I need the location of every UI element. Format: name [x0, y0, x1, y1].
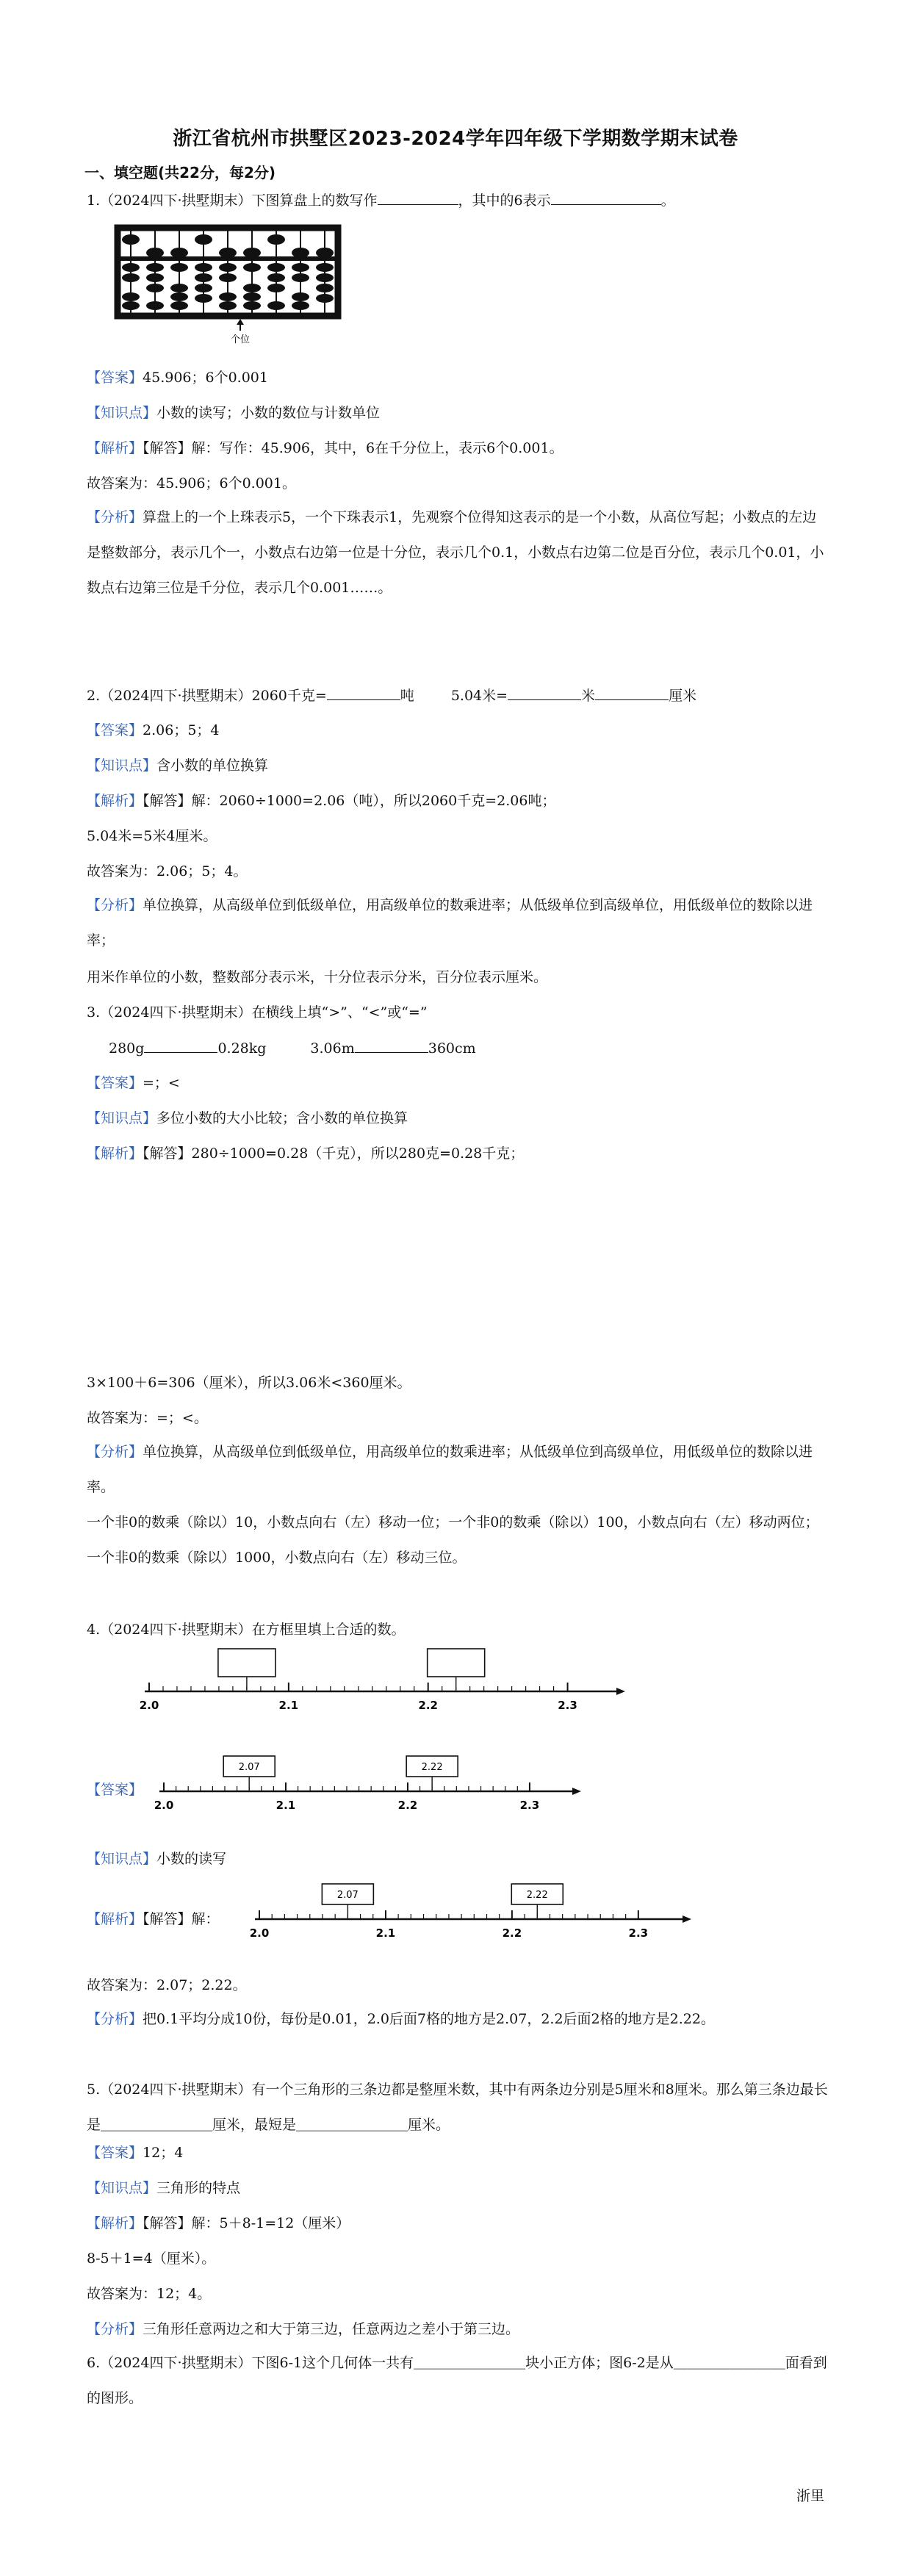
analysis-tag: 【解析】: [87, 440, 143, 456]
axis-arrow: [572, 1788, 581, 1795]
box-value-label: 2.07: [336, 1890, 359, 1901]
q1-stem-part: 1.（2024四下·拱墅期末）下图算盘上的数写作: [87, 193, 378, 209]
knowledge-tag: 【知识点】: [87, 1851, 157, 1867]
answer-tag: 【答案】: [87, 722, 143, 738]
q4-knowledge: 小数的读写: [156, 1851, 227, 1867]
abacus-lower-bead: [170, 263, 188, 272]
abacus-lower-bead: [243, 263, 261, 272]
question-3-stem: 3.（2024四下·拱墅期末）在横线上填“>”、“<”或“=”: [87, 1004, 428, 1021]
q2-stem-part: 厘米: [669, 688, 697, 704]
abacus-beads: [122, 231, 334, 313]
q4-analysis: 【解答】解：: [143, 1911, 220, 1927]
q5-answer: 12；4: [143, 2145, 184, 2161]
abacus-lower-bead: [292, 292, 309, 301]
abacus-upper-bead: [243, 248, 261, 258]
q3-answer: =；<: [143, 1075, 180, 1091]
q1-answer: 45.906；6个0.001: [143, 370, 268, 386]
question-2-stem: [87, 685, 696, 706]
answer-blank: [378, 190, 458, 205]
abacus-lower-bead: [219, 301, 237, 310]
abacus-upper-bead: [146, 248, 164, 258]
q3-comparisons: [109, 1037, 476, 1059]
abacus-lower-bead: [292, 301, 309, 310]
analysis-tag: 【解析】: [87, 1145, 143, 1162]
q5-final: 故答案为：12；4。: [87, 2286, 212, 2302]
tick-label: 2.3: [628, 1926, 649, 1940]
answer-tag: 【答案】: [87, 1075, 143, 1091]
q3-fenxi: 单位换算，从高级单位到低级单位，用高级单位的数乘进率；从低级单位到高级单位，用低级单位的数除以进率。: [87, 1444, 813, 1495]
q4-fenxi: 把0.1平均分成10份，每份是0.01，2.0后面7格的地方是2.07，2.2后面2格的地方是2.22。: [143, 2011, 715, 2027]
section-heading: 一、填空题(共22分，每2分): [84, 164, 276, 181]
axis-arrow: [616, 1688, 625, 1695]
abacus-lower-bead: [243, 284, 261, 292]
abacus-lower-bead: [292, 273, 309, 282]
q3-analysis: 【解答】280÷1000=0.28（千克），所以280克=0.28千克；: [143, 1145, 525, 1162]
q5-analysis-2: 8-5＋1=4（厘米）。: [87, 2251, 216, 2267]
abacus-lower-bead: [219, 263, 237, 272]
abacus-lower-bead: [122, 273, 140, 282]
fenxi-tag: 【分析】: [87, 2011, 143, 2027]
q3-analysis-2: 3×100＋6=306（厘米），所以3.06米<360厘米。: [87, 1375, 411, 1391]
q3-item: 280g: [109, 1040, 145, 1057]
tick-label: 2.0: [154, 1799, 174, 1812]
answer-blank: [144, 1037, 217, 1053]
unit-place-marker: [237, 319, 244, 331]
abacus-lower-bead: [267, 284, 285, 292]
answer-tag: 【答案】: [87, 2145, 143, 2161]
abacus-lower-bead: [170, 292, 188, 301]
q3-item: 3.06m: [310, 1040, 355, 1057]
number-line-question: [136, 1646, 635, 1727]
answer-tag: 【答案】: [87, 370, 143, 386]
value-box: [218, 1649, 276, 1677]
tick-label: 2.2: [397, 1799, 418, 1812]
box-value-label: 2.22: [421, 1762, 443, 1773]
abacus-lower-bead: [243, 292, 261, 301]
tick-label: 2.3: [519, 1799, 540, 1812]
q3-final: 故答案为：=；<。: [87, 1410, 208, 1426]
abacus-upper-bead: [292, 248, 309, 258]
q2-final: 故答案为：2.06；5；4。: [87, 863, 248, 879]
abacus-lower-bead: [195, 284, 212, 292]
q2-knowledge: 含小数的单位换算: [156, 758, 269, 774]
analysis-tag: 【解析】: [87, 2215, 143, 2231]
tick-label: 2.3: [558, 1699, 577, 1712]
q3-knowledge: 多位小数的大小比较；含小数的单位换算: [156, 1110, 408, 1126]
tick-label: 2.0: [249, 1926, 270, 1940]
q2-stem-part: 2.（2024四下·拱墅期末）2060千克=: [87, 688, 327, 704]
abacus-lower-bead: [316, 273, 334, 282]
tick-label: 2.1: [375, 1926, 396, 1940]
abacus-lower-bead: [195, 263, 212, 272]
axis-arrow: [683, 1915, 691, 1923]
answer-blank: [508, 685, 581, 700]
q2-analysis: 【解答】解：2060÷1000=2.06（吨），所以2060千克=2.06吨；: [143, 793, 556, 809]
fenxi-tag: 【分析】: [87, 509, 143, 525]
box-value-label: 2.07: [238, 1762, 260, 1773]
number-line-answer: [151, 1749, 591, 1822]
abacus-lower-bead: [292, 263, 309, 272]
page-title: 浙江省杭州市拱墅区2023-2024学年四年级下学期数学期末试卷: [173, 128, 738, 150]
abacus-upper-bead: [316, 248, 334, 258]
q2-fenxi-2: 用米作单位的小数，整数部分表示米，十分位表示分米，百分位表示厘米。: [87, 969, 548, 985]
question-1-stem: [87, 190, 675, 211]
tick-label: 2.2: [502, 1926, 522, 1940]
q5-knowledge: 三角形的特点: [156, 2180, 241, 2196]
q1-analysis: 【解答】解：写作：45.906，其中，6在千分位上，表示6个0.001。: [143, 440, 563, 456]
abacus-lower-bead: [122, 301, 140, 310]
answer-blank: [551, 190, 661, 205]
abacus-lower-bead: [122, 263, 140, 272]
tick-label: 2.0: [139, 1699, 159, 1712]
q4-final: 故答案为：2.07；2.22。: [87, 1977, 247, 1993]
abacus-lower-bead: [316, 263, 334, 272]
abacus-upper-bead: [170, 248, 188, 258]
knowledge-tag: 【知识点】: [87, 2180, 157, 2196]
question-6-stem: 6.（2024四下·拱墅期末）下图6-1这个几何体一共有＿＿＿＿＿＿＿＿块小正方体；图6-2是从＿＿＿＿＿＿＿＿面看到的图形。: [87, 2355, 827, 2406]
q5-analysis: 【解答】解：5＋8-1=12（厘米）: [143, 2215, 350, 2231]
abacus-lower-bead: [267, 263, 285, 272]
q2-answer: 2.06；5；4: [143, 722, 220, 738]
abacus-upper-bead: [219, 248, 237, 258]
tick-label: 2.2: [418, 1699, 438, 1712]
q2-analysis-2: 5.04米=5米4厘米。: [87, 828, 217, 844]
abacus-lower-bead: [122, 292, 140, 301]
abacus-lower-bead: [267, 301, 285, 310]
answer-blank: [327, 685, 400, 700]
q1-final: 故答案为：45.906；6个0.001。: [87, 475, 296, 492]
q2-stem-part: 5.04米=: [450, 688, 508, 704]
abacus-lower-bead: [267, 273, 285, 282]
abacus-lower-bead: [146, 273, 164, 282]
fenxi-tag: 【分析】: [87, 897, 143, 913]
question-5-stem: 5.（2024四下·拱墅期末）有一个三角形的三条边都是整厘米数，其中有两条边分别是5厘米和8厘米。那么第三条边最长是＿＿＿＿＿＿＿＿厘米，最短是＿＿＿＿＿＿＿＿厘米。: [87, 2082, 828, 2133]
abacus-lower-bead: [170, 301, 188, 310]
abacus-figure: [110, 220, 345, 345]
abacus-lower-bead: [195, 273, 212, 282]
q2-stem-part: 吨: [400, 688, 414, 704]
tick-label: 2.1: [276, 1799, 296, 1812]
analysis-tag: 【解析】: [87, 1911, 143, 1927]
abacus-lower-bead: [195, 294, 212, 303]
abacus-lower-bead: [219, 273, 237, 282]
abacus-lower-bead: [170, 284, 188, 292]
q3-item: 0.28kg: [217, 1040, 267, 1057]
q2-fenxi: 单位换算，从高级单位到低级单位，用高级单位的数乘进率；从低级单位到高级单位，用低级单位的数除以进率；: [87, 897, 813, 949]
fenxi-tag: 【分析】: [87, 1444, 143, 1460]
q3-fenxi-2: 一个非0的数乘（除以）10，小数点向右（左）移动一位；一个非0的数乘（除以）100，小数点向右（左）移动两位；一个非0的数乘（除以）1000，小数点向右（左）移动三位。: [87, 1514, 819, 1566]
page-footer: 浙里: [796, 2488, 824, 2504]
abacus-lower-bead: [146, 284, 164, 292]
q1-knowledge: 小数的读写；小数的数位与计数单位: [156, 405, 381, 421]
abacus-lower-bead: [219, 292, 237, 301]
number-line-explanation: [246, 1877, 702, 1957]
question-4-stem: 4.（2024四下·拱墅期末）在方框里填上合适的数。: [87, 1622, 406, 1638]
abacus-lower-bead: [146, 263, 164, 272]
tick-label: 2.1: [278, 1699, 299, 1712]
q3-item: 360cm: [428, 1040, 476, 1057]
knowledge-tag: 【知识点】: [87, 758, 157, 774]
answer-blank: [595, 685, 669, 700]
q1-stem-part: ，其中的6表示: [458, 193, 551, 209]
abacus-upper-bead: [122, 234, 140, 245]
analysis-tag: 【解析】: [87, 793, 143, 809]
value-box: [428, 1649, 485, 1677]
abacus-lower-bead: [146, 301, 164, 310]
answer-tag: 【答案】: [87, 1782, 143, 1798]
knowledge-tag: 【知识点】: [87, 405, 157, 421]
knowledge-tag: 【知识点】: [87, 1110, 157, 1126]
answer-blank: [355, 1037, 428, 1053]
fenxi-tag: 【分析】: [87, 2321, 143, 2337]
abacus-lower-bead: [243, 301, 261, 310]
abacus-lower-bead: [316, 294, 334, 303]
q2-stem-part: 米: [581, 688, 596, 704]
q1-fenxi: 算盘上的一个上珠表示5，一个下珠表示1，先观察个位得知这表示的是一个小数，从高位写起；小数点的左边是整数部分，表示几个一，小数点右边第一位是十分位，表示几个0.1，小数点右边第二位是百分位，表示几个0.01，小数点右边第三位是千分位，表示几个0.001……。: [87, 509, 824, 596]
box-value-label: 2.22: [526, 1890, 548, 1901]
abacus-lower-bead: [316, 284, 334, 292]
abacus-upper-bead: [195, 234, 212, 245]
q1-stem-part: 。: [660, 193, 675, 209]
unit-place-label: 个位: [230, 334, 251, 345]
q5-fenxi: 三角形任意两边之和大于第三边，任意两边之差小于第三边。: [143, 2321, 520, 2337]
abacus-upper-bead: [267, 234, 285, 245]
